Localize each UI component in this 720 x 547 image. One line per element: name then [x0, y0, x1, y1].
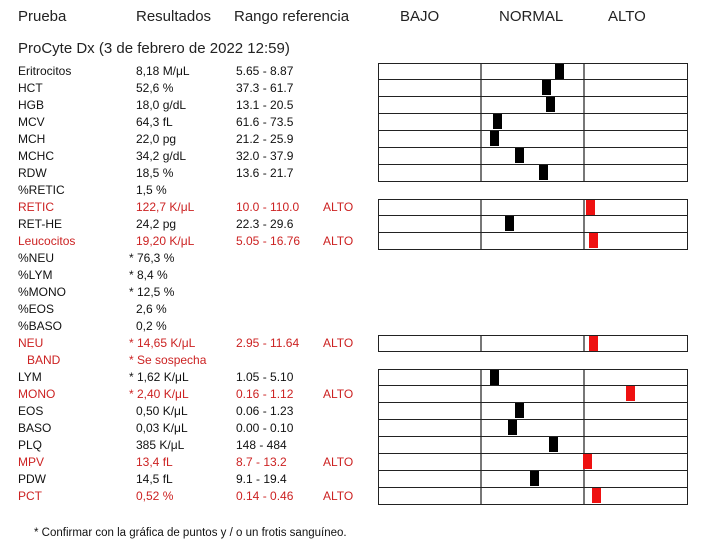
- gauge-marker: [589, 336, 598, 351]
- gauge-divider: [480, 216, 482, 232]
- gauge-divider: [480, 454, 482, 470]
- result-row: [0, 131, 720, 148]
- test-result: 13,4 fL: [136, 455, 173, 469]
- test-result: 19,20 K/μL: [136, 234, 195, 248]
- gauge-marker: [549, 437, 558, 452]
- gauge-marker: [586, 200, 595, 215]
- gauge-divider: [583, 114, 585, 130]
- gauge-marker: [589, 233, 598, 248]
- result-row: [0, 454, 720, 471]
- header-prueba: Prueba: [18, 8, 67, 25]
- gauge-divider: [583, 437, 585, 453]
- gauge-divider: [480, 64, 482, 79]
- test-name: MCV: [18, 115, 45, 129]
- high-flag: ALTO: [323, 200, 354, 214]
- range-gauge: [378, 97, 688, 114]
- gauge-divider: [583, 336, 585, 351]
- gauge-marker: [490, 131, 499, 146]
- result-row: [0, 335, 720, 352]
- gauge-marker: [555, 64, 564, 79]
- result-row: [0, 488, 720, 505]
- gauge-divider: [480, 131, 482, 147]
- test-name: BAND: [27, 353, 61, 367]
- gauge-marker: [592, 488, 601, 503]
- gauge-divider: [583, 370, 585, 385]
- gauge-divider: [480, 370, 482, 385]
- test-name: %BASO: [18, 319, 63, 333]
- range-gauge: [378, 454, 688, 471]
- gauge-marker: [515, 403, 524, 418]
- test-name: %NEU: [18, 251, 55, 265]
- reference-range: 2.95 - 11.64: [236, 336, 300, 350]
- test-result: 22,0 pg: [136, 132, 177, 146]
- test-name: Eritrocitos: [18, 64, 72, 78]
- test-result: * 14,65 K/μL: [129, 336, 196, 350]
- range-gauge: [378, 165, 688, 182]
- gauge-divider: [480, 386, 482, 402]
- gauge-divider: [583, 471, 585, 487]
- gauge-divider: [583, 131, 585, 147]
- result-row: [0, 284, 720, 301]
- result-row: [0, 80, 720, 97]
- reference-range: 22.3 - 29.6: [236, 217, 294, 231]
- test-result: 385 K/μL: [136, 438, 185, 452]
- test-result: 8,18 M/μL: [136, 64, 190, 78]
- gauge-marker: [530, 471, 539, 486]
- result-row: [0, 216, 720, 233]
- test-name: %LYM: [18, 268, 53, 282]
- gauge-divider: [480, 200, 482, 215]
- test-result: 1,5 %: [136, 183, 167, 197]
- gauge-divider: [583, 165, 585, 181]
- test-result: 52,6 %: [136, 81, 174, 95]
- test-result: 18,0 g/dL: [136, 98, 187, 112]
- header-alto: ALTO: [608, 8, 646, 25]
- gauge-marker: [583, 454, 592, 469]
- gauge-divider: [480, 114, 482, 130]
- result-row: [0, 97, 720, 114]
- test-name: MCH: [18, 132, 46, 146]
- result-row: [0, 437, 720, 454]
- range-gauge: [378, 199, 688, 216]
- range-gauge: [378, 488, 688, 505]
- result-row: [0, 63, 720, 80]
- gauge-marker: [542, 80, 551, 95]
- gauge-divider: [480, 97, 482, 113]
- gauge-divider: [583, 148, 585, 164]
- reference-range: 21.2 - 25.9: [236, 132, 294, 146]
- range-gauge: [378, 420, 688, 437]
- test-result: 14,5 fL: [136, 472, 173, 486]
- test-name: PLQ: [18, 438, 43, 452]
- gauge-marker: [493, 114, 502, 129]
- reference-range: 0.16 - 1.12: [236, 387, 294, 401]
- reference-range: 0.00 - 0.10: [236, 421, 294, 435]
- gauge-divider: [480, 148, 482, 164]
- test-result: 24,2 pg: [136, 217, 177, 231]
- range-gauge: [378, 335, 688, 352]
- range-gauge: [378, 369, 688, 386]
- reference-range: 32.0 - 37.9: [236, 149, 294, 163]
- gauge-marker: [508, 420, 517, 435]
- reference-range: 5.65 - 8.87: [236, 64, 294, 78]
- test-name: %EOS: [18, 302, 55, 316]
- range-gauge: [378, 471, 688, 488]
- gauge-marker: [626, 386, 635, 401]
- result-row: [0, 165, 720, 182]
- high-flag: ALTO: [323, 387, 354, 401]
- gauge-divider: [583, 80, 585, 96]
- test-result: 0,50 K/μL: [136, 404, 188, 418]
- gauge-divider: [480, 165, 482, 181]
- result-row: [0, 199, 720, 216]
- result-row: [0, 318, 720, 335]
- gauge-divider: [583, 233, 585, 249]
- test-name: NEU: [18, 336, 44, 350]
- test-result: 122,7 K/μL: [136, 200, 195, 214]
- gauge-divider: [583, 420, 585, 436]
- test-name: BASO: [18, 421, 52, 435]
- result-row: [0, 233, 720, 250]
- gauge-divider: [583, 488, 585, 504]
- test-result: 0,03 K/μL: [136, 421, 188, 435]
- test-name: RDW: [18, 166, 47, 180]
- result-row: [0, 148, 720, 165]
- test-result: * 2,40 K/μL: [129, 387, 189, 401]
- result-row: [0, 420, 720, 437]
- result-row: [0, 471, 720, 488]
- header-rango: Rango referencia: [234, 8, 350, 25]
- result-row: [0, 182, 720, 199]
- header-normal: NORMAL: [499, 8, 564, 25]
- high-flag: ALTO: [323, 336, 354, 350]
- reference-range: 1.05 - 5.10: [236, 370, 294, 384]
- gauge-divider: [480, 403, 482, 419]
- gauge-divider: [480, 233, 482, 249]
- high-flag: ALTO: [323, 489, 354, 503]
- test-result: 2,6 %: [136, 302, 167, 316]
- range-gauge: [378, 63, 688, 80]
- gauge-divider: [480, 488, 482, 504]
- reference-range: 8.7 - 13.2: [236, 455, 287, 469]
- reference-range: 13.1 - 20.5: [236, 98, 294, 112]
- high-flag: ALTO: [323, 455, 354, 469]
- gauge-marker: [515, 148, 524, 163]
- result-row: [0, 301, 720, 318]
- result-row: [0, 369, 720, 386]
- result-row: [0, 114, 720, 131]
- reference-range: 148 - 484: [236, 438, 287, 452]
- test-result: * 12,5 %: [129, 285, 175, 299]
- test-result: * Se sospecha: [129, 353, 207, 367]
- test-name: MCHC: [18, 149, 54, 163]
- header-bajo: BAJO: [400, 8, 440, 25]
- reference-range: 5.05 - 16.76: [236, 234, 301, 248]
- test-result: 18,5 %: [136, 166, 174, 180]
- range-gauge: [378, 386, 688, 403]
- reference-range: 61.6 - 73.5: [236, 115, 294, 129]
- range-gauge: [378, 114, 688, 131]
- range-gauge: [378, 216, 688, 233]
- reference-range: 0.06 - 1.23: [236, 404, 294, 418]
- header-resultados: Resultados: [136, 8, 212, 25]
- range-gauge: [378, 80, 688, 97]
- test-name: RETIC: [18, 200, 54, 214]
- test-name: HGB: [18, 98, 45, 112]
- test-name: PDW: [18, 472, 46, 486]
- gauge-marker: [546, 97, 555, 112]
- reference-range: 13.6 - 21.7: [236, 166, 294, 180]
- test-name: MPV: [18, 455, 45, 469]
- gauge-divider: [583, 97, 585, 113]
- result-row: [0, 386, 720, 403]
- range-gauge: [378, 131, 688, 148]
- test-result: * 76,3 %: [129, 251, 175, 265]
- test-result: 0,52 %: [136, 489, 174, 503]
- analyzer-title: ProCyte Dx (3 de febrero de 2022 12:59): [18, 40, 290, 57]
- result-row: [0, 403, 720, 420]
- gauge-divider: [480, 437, 482, 453]
- gauge-marker: [490, 370, 499, 385]
- range-gauge: [378, 437, 688, 454]
- gauge-marker: [505, 216, 514, 231]
- gauge-divider: [583, 200, 585, 215]
- gauge-divider: [583, 216, 585, 232]
- test-name: LYM: [18, 370, 42, 384]
- test-result: * 8,4 %: [129, 268, 168, 282]
- test-name: EOS: [18, 404, 44, 418]
- footnote: * Confirmar con la gráfica de puntos y / o un frotis sanguíneo.: [34, 527, 347, 539]
- gauge-divider: [480, 336, 482, 351]
- gauge-divider: [480, 420, 482, 436]
- gauge-divider: [480, 471, 482, 487]
- result-row: [0, 267, 720, 284]
- test-result: 64,3 fL: [136, 115, 173, 129]
- test-name: Leucocitos: [18, 234, 76, 248]
- reference-range: 37.3 - 61.7: [236, 81, 294, 95]
- test-result: * 1,62 K/μL: [129, 370, 189, 384]
- gauge-divider: [583, 403, 585, 419]
- high-flag: ALTO: [323, 234, 354, 248]
- reference-range: 0.14 - 0.46: [236, 489, 294, 503]
- range-gauge: [378, 148, 688, 165]
- test-name: MONO: [18, 387, 56, 401]
- test-name: RET-HE: [18, 217, 63, 231]
- test-result: 0,2 %: [136, 319, 167, 333]
- reference-range: 9.1 - 19.4: [236, 472, 287, 486]
- test-name: %MONO: [18, 285, 66, 299]
- gauge-divider: [583, 386, 585, 402]
- test-name: PCT: [18, 489, 42, 503]
- result-row: [0, 352, 720, 369]
- range-gauge: [378, 403, 688, 420]
- result-row: [0, 250, 720, 267]
- reference-range: 10.0 - 110.0: [236, 200, 300, 214]
- test-name: %RETIC: [18, 183, 65, 197]
- gauge-divider: [480, 80, 482, 96]
- test-result: 34,2 g/dL: [136, 149, 187, 163]
- gauge-marker: [539, 165, 548, 180]
- gauge-divider: [583, 64, 585, 79]
- range-gauge: [378, 233, 688, 250]
- test-name: HCT: [18, 81, 43, 95]
